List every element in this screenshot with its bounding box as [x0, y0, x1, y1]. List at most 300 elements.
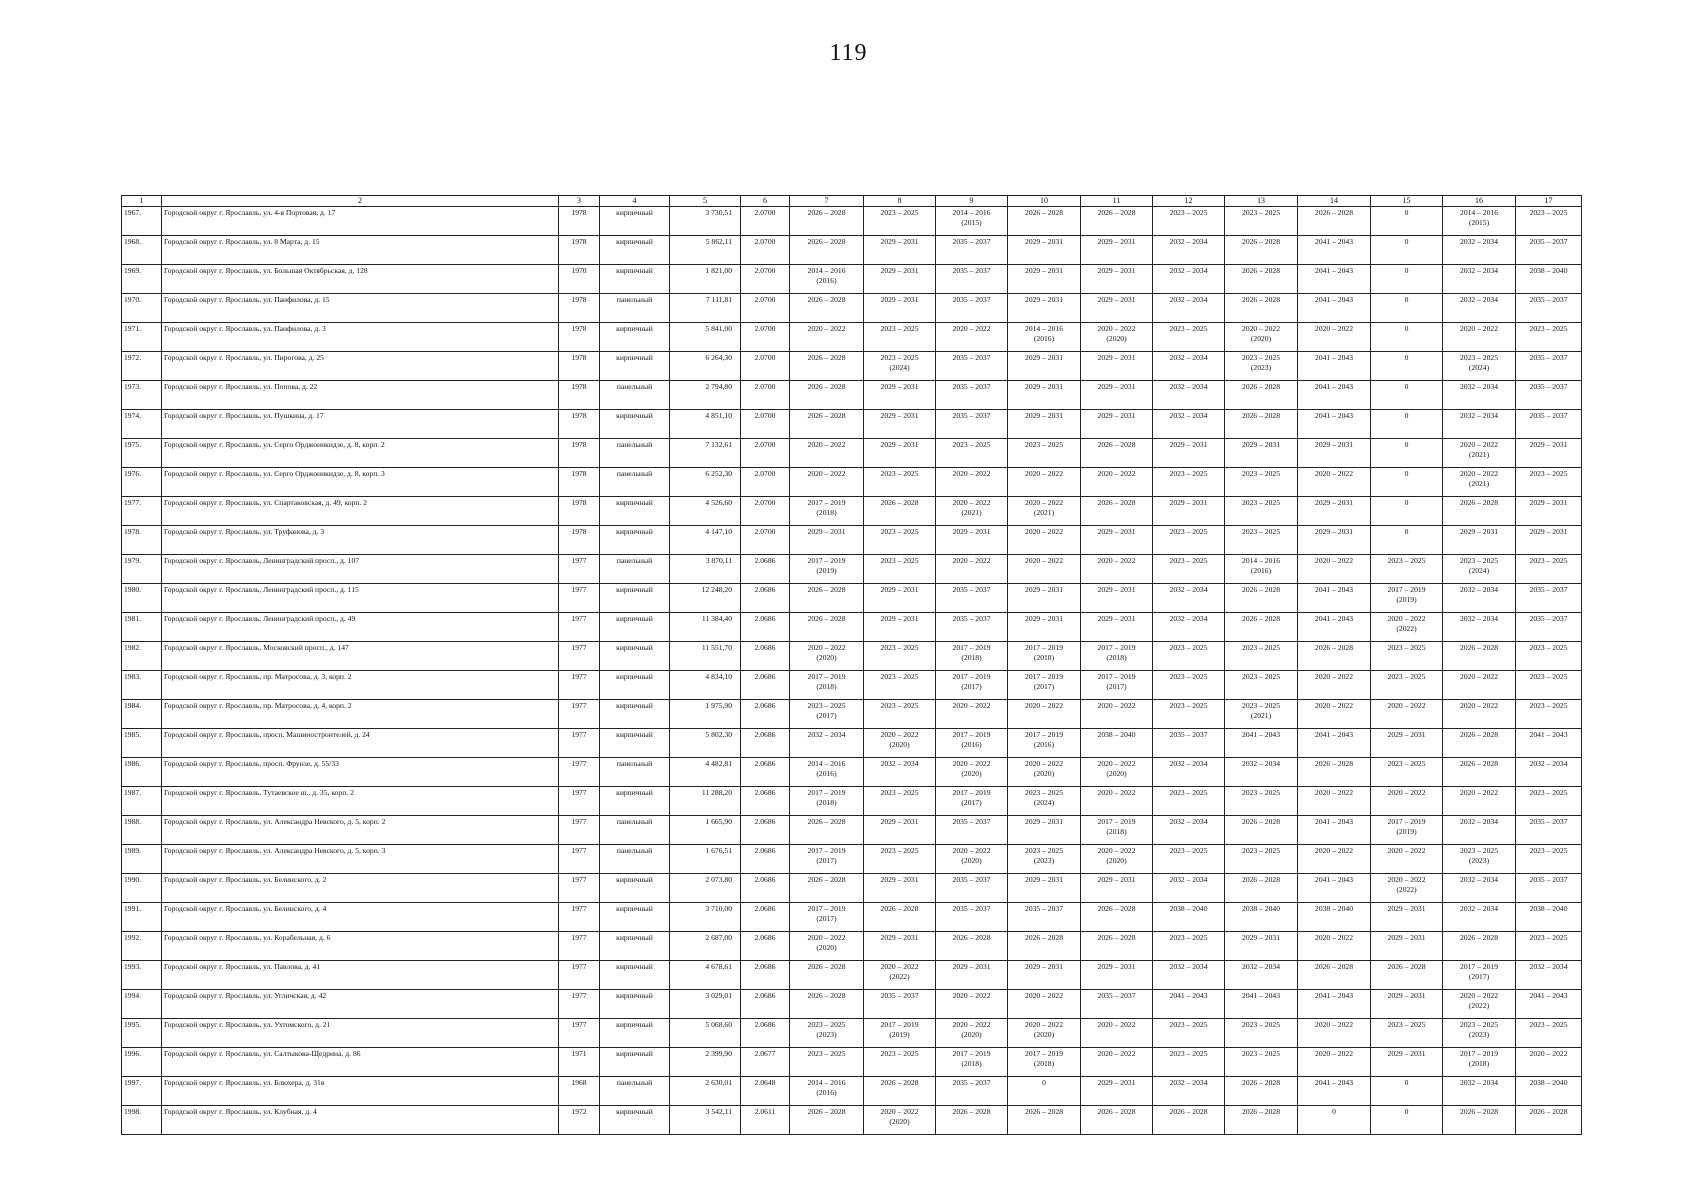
period-year: (2016) — [816, 276, 837, 285]
period-range: 2035 – 2037 — [952, 614, 991, 623]
period-cell — [1298, 874, 1371, 903]
period-year: (2019) — [889, 1030, 910, 1039]
period-range: 2026 – 2028 — [807, 353, 846, 362]
column-header: 8 — [864, 196, 936, 207]
period-cell — [864, 961, 936, 990]
period-range: 2023 – 2025 — [1242, 498, 1280, 507]
period-year: (2017) — [1106, 682, 1127, 691]
period-range: 2020 – 2022 — [952, 1020, 991, 1029]
area-cell: 2 073,80 — [670, 874, 741, 903]
period-cell — [936, 816, 1008, 845]
period-cell — [1371, 1077, 1443, 1106]
period-year: (2016) — [1033, 334, 1055, 343]
period-range: 2023 – 2025 — [880, 846, 919, 855]
period-cell — [1371, 323, 1443, 352]
period-cell — [1516, 439, 1582, 468]
period-year: (2024) — [1468, 566, 1490, 575]
period-range: 2035 – 2037 — [952, 382, 991, 391]
period-cell — [1371, 961, 1443, 990]
period-cell — [1443, 990, 1516, 1019]
period-range: 2038 – 2040 — [1242, 904, 1280, 913]
period-range: 2029 – 2031 — [880, 817, 919, 826]
period-year: (2020) — [889, 1117, 910, 1126]
period-cell — [936, 874, 1008, 903]
period-cell — [1153, 352, 1225, 381]
period-cell — [1225, 294, 1298, 323]
period-cell — [1225, 642, 1298, 671]
row-number: 1983. — [122, 671, 162, 700]
period-range: 2020 – 2022 — [1315, 1049, 1353, 1058]
period-cell — [1008, 1106, 1081, 1135]
period-range: 2035 – 2037 — [1529, 614, 1568, 623]
period-range: 2020 – 2022 — [807, 933, 846, 942]
period-cell — [1298, 410, 1371, 439]
period-range: 2026 – 2028 — [1460, 1107, 1498, 1116]
period-cell — [1516, 468, 1582, 497]
period-range: 2032 – 2034 — [1169, 237, 1208, 246]
period-cell — [1081, 642, 1153, 671]
material-cell: кирпичный — [600, 903, 670, 932]
material-cell: кирпичный — [600, 613, 670, 642]
address-cell: Городской округ г. Ярославль, просп. Машиностроителей, д. 24 — [162, 729, 559, 758]
period-cell — [1516, 207, 1582, 236]
period-cell — [1371, 526, 1443, 555]
period-range: 2023 – 2025 — [1387, 643, 1426, 652]
period-range: 2023 – 2025 — [1242, 469, 1280, 478]
table-row — [122, 816, 1582, 845]
period-range: 2020 – 2022 — [1529, 1049, 1568, 1058]
period-range: 2023 – 2025 — [807, 701, 846, 710]
period-cell — [1081, 874, 1153, 903]
table-row — [122, 700, 1582, 729]
table-row — [122, 323, 1582, 352]
period-cell — [936, 323, 1008, 352]
period-range: 2035 – 2037 — [1097, 991, 1136, 1000]
period-cell — [1153, 816, 1225, 845]
period-range: 2023 – 2025 — [807, 1020, 846, 1029]
period-range: 2038 – 2040 — [1529, 266, 1568, 275]
period-cell — [1443, 294, 1516, 323]
period-cell — [1371, 671, 1443, 700]
period-range: 2038 – 2040 — [1315, 904, 1353, 913]
period-range: 2020 – 2022 — [1097, 701, 1136, 710]
period-range: 0 — [1042, 1078, 1046, 1087]
period-cell — [1516, 323, 1582, 352]
year-cell: 1978 — [559, 323, 600, 352]
material-cell: панельный — [600, 1077, 670, 1106]
period-range: 2029 – 2031 — [1025, 295, 1063, 304]
period-cell — [1153, 294, 1225, 323]
coefficient-cell: 2.0648 — [741, 1077, 790, 1106]
period-range: 2029 – 2031 — [1460, 527, 1498, 536]
period-cell — [936, 294, 1008, 323]
table-row — [122, 526, 1582, 555]
coefficient-cell: 2.0686 — [741, 845, 790, 874]
column-header: 1 — [122, 196, 162, 207]
period-range: 2020 – 2022 — [1387, 846, 1426, 855]
period-range: 2017 – 2019 — [1460, 962, 1498, 971]
period-cell — [936, 410, 1008, 439]
period-cell — [1008, 555, 1081, 584]
period-cell — [1298, 787, 1371, 816]
table-row — [122, 758, 1582, 787]
material-cell: кирпичный — [600, 961, 670, 990]
period-range: 2023 – 2025 — [1242, 1049, 1280, 1058]
period-range: 0 — [1332, 1107, 1336, 1116]
period-cell — [1153, 584, 1225, 613]
period-cell — [1516, 1106, 1582, 1135]
table-row — [122, 352, 1582, 381]
period-range: 0 — [1404, 498, 1409, 507]
period-cell — [1081, 758, 1153, 787]
row-number: 1971. — [122, 323, 162, 352]
area-cell: 3 730,51 — [670, 207, 741, 236]
period-cell — [1008, 932, 1081, 961]
area-cell: 2 794,80 — [670, 381, 741, 410]
period-cell — [1516, 961, 1582, 990]
column-header: 16 — [1443, 196, 1516, 207]
period-range: 2020 – 2022 — [1025, 759, 1063, 768]
table-row — [122, 468, 1582, 497]
year-cell: 1977 — [559, 613, 600, 642]
period-cell — [864, 265, 936, 294]
period-range: 2026 – 2028 — [880, 1078, 919, 1087]
address-cell: Городской округ г. Ярославль, ул. Александра Невского, д. 5, корп. 3 — [162, 845, 559, 874]
period-range: 0 — [1404, 324, 1409, 333]
period-cell — [1153, 526, 1225, 555]
period-cell — [1081, 497, 1153, 526]
period-cell — [1008, 1048, 1081, 1077]
period-range: 2029 – 2031 — [1529, 527, 1568, 536]
table-body — [122, 207, 1582, 1135]
table-row — [122, 1106, 1582, 1135]
period-cell — [1225, 758, 1298, 787]
period-range: 2020 – 2022 — [1097, 1049, 1136, 1058]
period-range: 2041 – 2043 — [1315, 295, 1353, 304]
period-cell — [1081, 526, 1153, 555]
period-range: 2035 – 2037 — [1169, 730, 1208, 739]
period-range: 2038 – 2040 — [1529, 1078, 1568, 1087]
period-range: 2020 – 2022 — [1315, 933, 1353, 942]
period-range: 2017 – 2019 — [807, 788, 846, 797]
period-range: 0 — [1404, 382, 1409, 391]
row-number: 1993. — [122, 961, 162, 990]
period-cell — [1225, 526, 1298, 555]
period-year: (2017) — [961, 798, 982, 807]
address-cell: Городской округ г. Ярославль, пр. Матросова, д. 3, корп. 2 — [162, 671, 559, 700]
period-cell — [1298, 439, 1371, 468]
table-row — [122, 555, 1582, 584]
period-range: 2017 – 2019 — [1387, 585, 1426, 594]
period-cell — [1153, 555, 1225, 584]
period-range: 2032 – 2034 — [1460, 585, 1498, 594]
row-number: 1972. — [122, 352, 162, 381]
period-cell — [1371, 729, 1443, 758]
period-cell — [1153, 497, 1225, 526]
period-range: 2020 – 2022 — [1387, 788, 1426, 797]
period-cell — [1153, 700, 1225, 729]
period-cell — [1153, 381, 1225, 410]
coefficient-cell: 2.0700 — [741, 526, 790, 555]
period-cell — [1298, 381, 1371, 410]
period-cell — [864, 1106, 936, 1135]
period-cell — [1298, 584, 1371, 613]
period-year: (2020) — [816, 653, 837, 662]
period-range: 2029 – 2031 — [1387, 904, 1426, 913]
period-cell — [1225, 990, 1298, 1019]
area-cell: 5 862,11 — [670, 236, 741, 265]
period-cell — [1008, 613, 1081, 642]
row-number: 1998. — [122, 1106, 162, 1135]
period-cell — [1443, 874, 1516, 903]
period-cell — [936, 555, 1008, 584]
address-cell: Городской округ г. Ярославль, Ленинградский просп., д. 49 — [162, 613, 559, 642]
period-cell — [864, 1077, 936, 1106]
period-range: 2020 – 2022 — [807, 643, 846, 652]
period-range: 2035 – 2037 — [1529, 237, 1568, 246]
period-range: 2026 – 2028 — [807, 817, 846, 826]
period-range: 2032 – 2034 — [1460, 904, 1498, 913]
period-cell — [1371, 265, 1443, 294]
period-cell — [1516, 729, 1582, 758]
period-range: 2023 – 2025 — [1169, 701, 1208, 710]
period-cell — [1008, 410, 1081, 439]
period-range: 2020 – 2022 — [952, 846, 991, 855]
address-cell: Городской округ г. Ярославль, ул. Клубная, д. 4 — [162, 1106, 559, 1135]
period-cell — [1153, 1106, 1225, 1135]
area-cell: 4 482,81 — [670, 758, 741, 787]
period-range: 2023 – 2025 — [1529, 672, 1568, 681]
period-range: 2023 – 2025 — [1529, 701, 1568, 710]
period-range: 2038 – 2040 — [1169, 904, 1208, 913]
period-cell — [1008, 468, 1081, 497]
period-cell — [864, 584, 936, 613]
year-cell: 1977 — [559, 787, 600, 816]
period-range: 2029 – 2031 — [1025, 962, 1063, 971]
column-header: 5 — [670, 196, 741, 207]
period-cell — [1298, 526, 1371, 555]
row-number: 1980. — [122, 584, 162, 613]
address-cell: Городской округ г. Ярославль, ул. Спартаковская, д. 49, корп. 2 — [162, 497, 559, 526]
period-range: 0 — [1404, 295, 1409, 304]
period-cell — [864, 642, 936, 671]
period-range: 2023 – 2025 — [1242, 527, 1280, 536]
table-row — [122, 1048, 1582, 1077]
period-cell — [1443, 1077, 1516, 1106]
row-number: 1992. — [122, 932, 162, 961]
material-cell: кирпичный — [600, 1048, 670, 1077]
period-cell — [1225, 410, 1298, 439]
column-header: 13 — [1225, 196, 1298, 207]
area-cell: 6 252,30 — [670, 468, 741, 497]
period-cell — [864, 816, 936, 845]
period-range: 2020 – 2022 — [1315, 846, 1353, 855]
period-range: 2023 – 2025 — [1169, 1049, 1208, 1058]
period-range: 2014 – 2016 — [1460, 208, 1498, 217]
period-cell — [1153, 787, 1225, 816]
period-cell — [1008, 381, 1081, 410]
period-range: 2029 – 2031 — [1097, 962, 1136, 971]
period-range: 2032 – 2034 — [1460, 817, 1498, 826]
period-cell — [1516, 1077, 1582, 1106]
coefficient-cell: 2.0700 — [741, 207, 790, 236]
period-range: 2020 – 2022 — [1315, 556, 1353, 565]
table-row — [122, 729, 1582, 758]
period-range: 2035 – 2037 — [1529, 411, 1568, 420]
address-cell: Городской округ г. Ярославль, ул. Труфанова, д. 3 — [162, 526, 559, 555]
period-cell — [790, 410, 864, 439]
row-number: 1970. — [122, 294, 162, 323]
period-range: 2023 – 2025 — [1169, 208, 1208, 217]
address-cell: Городской округ г. Ярославль, ул. 8 Марта, д. 15 — [162, 236, 559, 265]
period-cell — [790, 294, 864, 323]
period-cell — [790, 323, 864, 352]
row-number: 1994. — [122, 990, 162, 1019]
period-year: (2024) — [889, 363, 910, 372]
period-cell — [1225, 207, 1298, 236]
coefficient-cell: 2.0686 — [741, 874, 790, 903]
period-range: 2026 – 2028 — [1529, 1107, 1568, 1116]
period-cell — [1443, 497, 1516, 526]
period-cell — [1298, 294, 1371, 323]
period-range: 2026 – 2028 — [1315, 759, 1353, 768]
period-cell — [1298, 1048, 1371, 1077]
period-range: 2020 – 2022 — [1025, 556, 1063, 565]
period-range: 2023 – 2025 — [1387, 1020, 1426, 1029]
period-year: (2020) — [1106, 769, 1127, 778]
period-cell — [1225, 729, 1298, 758]
table-row — [122, 990, 1582, 1019]
period-cell — [1298, 613, 1371, 642]
period-cell — [936, 207, 1008, 236]
material-cell: панельный — [600, 816, 670, 845]
period-range: 2032 – 2034 — [1460, 295, 1498, 304]
row-number: 1986. — [122, 758, 162, 787]
period-cell — [1153, 932, 1225, 961]
year-cell: 1977 — [559, 903, 600, 932]
period-range: 2020 – 2022 — [952, 469, 991, 478]
area-cell: 11 551,70 — [670, 642, 741, 671]
period-range: 2029 – 2031 — [1025, 382, 1063, 391]
period-range: 2020 – 2022 — [1460, 672, 1498, 681]
period-cell — [1081, 381, 1153, 410]
table-row — [122, 207, 1582, 236]
period-range: 2029 – 2031 — [1315, 440, 1353, 449]
period-range: 2041 – 2043 — [1315, 1078, 1353, 1087]
period-cell — [1153, 642, 1225, 671]
period-range: 2023 – 2025 — [807, 1049, 846, 1058]
coefficient-cell: 2.0686 — [741, 729, 790, 758]
address-cell: Городской округ г. Ярославль, ул. Серго Орджоникидзе, д. 8, корп. 3 — [162, 468, 559, 497]
period-year: (2018) — [1106, 653, 1127, 662]
area-cell: 3 029,01 — [670, 990, 741, 1019]
period-range: 2032 – 2034 — [880, 759, 919, 768]
period-cell — [864, 874, 936, 903]
coefficient-cell: 2.0700 — [741, 381, 790, 410]
period-range: 2026 – 2028 — [807, 237, 846, 246]
period-range: 2026 – 2028 — [1097, 208, 1136, 217]
period-range: 2029 – 2031 — [880, 440, 919, 449]
period-range: 2029 – 2031 — [952, 527, 991, 536]
period-range: 2029 – 2031 — [807, 527, 846, 536]
period-range: 2023 – 2025 — [880, 701, 919, 710]
period-range: 2026 – 2028 — [1097, 1107, 1136, 1116]
period-range: 2026 – 2028 — [807, 585, 846, 594]
period-cell — [1153, 903, 1225, 932]
period-range: 2029 – 2031 — [1387, 730, 1426, 739]
period-range: 2029 – 2031 — [880, 614, 919, 623]
period-cell — [1298, 700, 1371, 729]
coefficient-cell: 2.0686 — [741, 584, 790, 613]
table-row — [122, 265, 1582, 294]
period-range: 2035 – 2037 — [952, 411, 991, 420]
period-cell — [1153, 671, 1225, 700]
period-range: 2026 – 2028 — [1242, 875, 1280, 884]
period-cell — [1008, 903, 1081, 932]
coefficient-cell: 2.0686 — [741, 758, 790, 787]
period-cell — [1516, 671, 1582, 700]
period-cell — [1153, 410, 1225, 439]
period-range: 2029 – 2031 — [1097, 295, 1136, 304]
period-cell — [1443, 584, 1516, 613]
period-cell — [1225, 961, 1298, 990]
period-range: 2023 – 2025 — [1529, 1020, 1568, 1029]
period-cell — [1516, 700, 1582, 729]
period-cell — [936, 961, 1008, 990]
period-range: 2029 – 2031 — [1097, 614, 1136, 623]
period-range: 2026 – 2028 — [1242, 237, 1280, 246]
area-cell: 5 068,60 — [670, 1019, 741, 1048]
year-cell: 1978 — [559, 381, 600, 410]
period-range: 2023 – 2025 — [1169, 1020, 1208, 1029]
period-range: 2029 – 2031 — [880, 933, 919, 942]
period-range: 2041 – 2043 — [1242, 730, 1280, 739]
period-range: 0 — [1404, 237, 1409, 246]
table-row — [122, 932, 1582, 961]
period-cell — [790, 1106, 864, 1135]
period-cell — [1516, 1019, 1582, 1048]
period-range: 2026 – 2028 — [1242, 817, 1280, 826]
coefficient-cell: 2.0686 — [741, 1019, 790, 1048]
address-cell: Городской округ г. Ярославль, ул. Угличская, д. 42 — [162, 990, 559, 1019]
table-row — [122, 584, 1582, 613]
period-range: 2029 – 2031 — [1242, 933, 1280, 942]
period-cell — [1443, 729, 1516, 758]
row-number: 1985. — [122, 729, 162, 758]
material-cell: панельный — [600, 381, 670, 410]
period-range: 2023 – 2025 — [880, 208, 919, 217]
period-cell — [936, 700, 1008, 729]
period-cell — [1081, 439, 1153, 468]
period-range: 2020 – 2022 — [1025, 469, 1063, 478]
period-cell — [1008, 207, 1081, 236]
period-range: 2023 – 2025 — [880, 672, 919, 681]
period-range: 2023 – 2025 — [880, 788, 919, 797]
material-cell: кирпичный — [600, 932, 670, 961]
period-range: 2023 – 2025 — [1460, 1020, 1498, 1029]
period-year: (2018) — [1033, 653, 1055, 662]
period-cell — [1225, 381, 1298, 410]
row-number: 1996. — [122, 1048, 162, 1077]
period-cell — [1081, 294, 1153, 323]
period-range: 2029 – 2031 — [880, 266, 919, 275]
period-range: 0 — [1404, 469, 1409, 478]
material-cell: панельный — [600, 294, 670, 323]
period-cell — [936, 903, 1008, 932]
address-cell: Городской округ г. Ярославль, ул. Пушкина, д. 17 — [162, 410, 559, 439]
period-range: 2020 – 2022 — [1460, 469, 1498, 478]
period-cell — [1298, 1106, 1371, 1135]
